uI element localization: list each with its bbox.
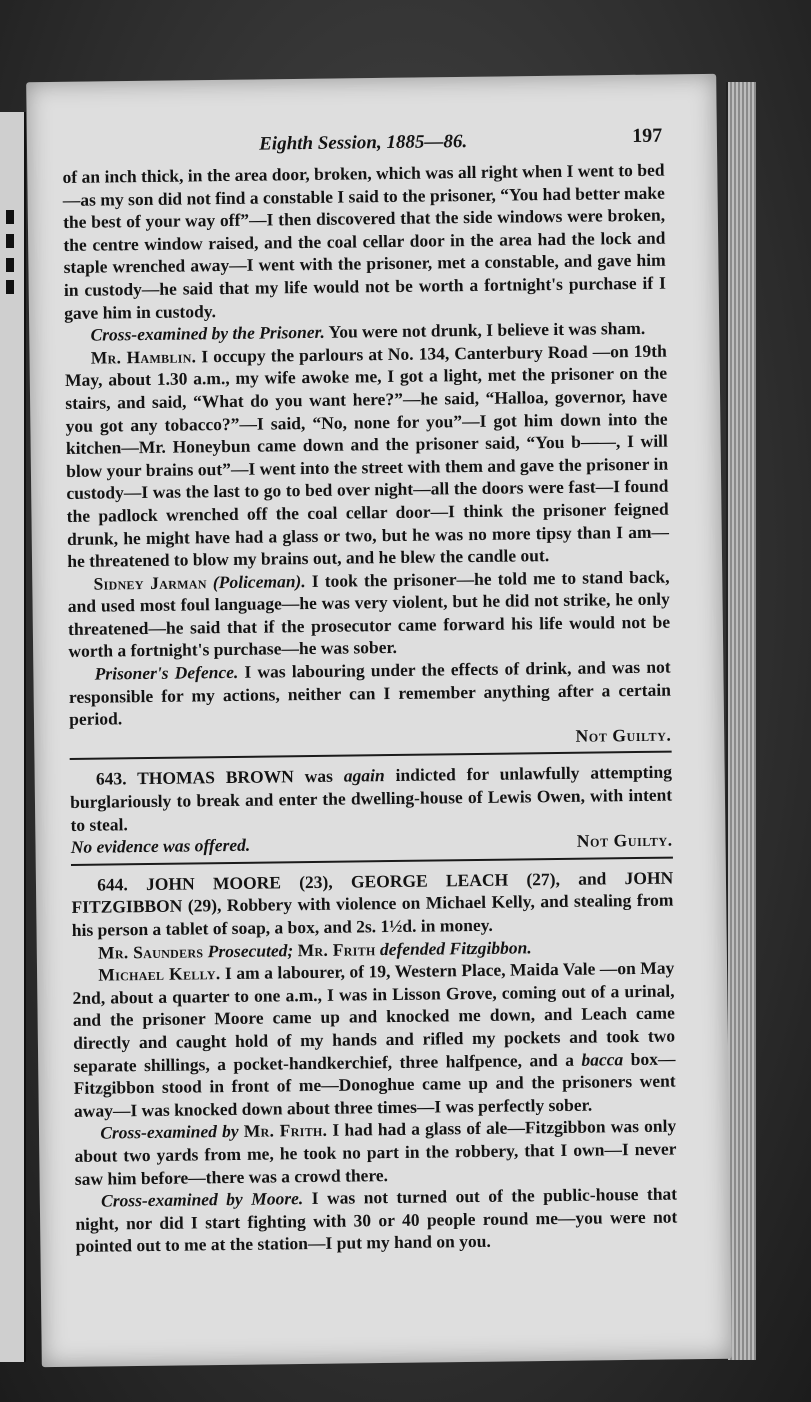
left-page-mark: [6, 258, 14, 272]
defence-label: Prisoner's Defence.: [94, 661, 239, 684]
verdict: Not Guilty.: [576, 829, 673, 851]
case-divider: [71, 856, 673, 865]
book-fore-edge: [726, 82, 756, 1360]
case-heading: 643. THOMAS BROWN was: [95, 766, 334, 790]
testimony-text: I am a labourer, of 19, Western Place, Maida Vale —on May 2nd, about a quarter to one a.m., I was in Lisson Grove, coming out of a urinal, and the prisoner Moore came up and knocked me down, and Leach came directly and caught hold of my hands and rifled my pockets and took two separate shillings, a pocket-handkerchief, three halfpence, and a: [72, 957, 676, 1076]
case-note: No evidence was offered.: [70, 834, 251, 858]
testimony-text-rest: box—Fitzgibbon stood in front of me—Donoghue came up and the prisoners went away—I was knocked down about three times—I was perfectly sober.: [73, 1048, 676, 1121]
defence-text: I was labouring under the effects of drink, and was not responsible for my actions, neither can I remember anything after a certain period.: [68, 656, 672, 730]
left-page-edge: [0, 112, 26, 1362]
testimony-text: I occupy the parlours at No. 134, Canterbury Road —on 19th May, about 1.30 a.m., my wife awoke me, I got a light, met the prisoner on the stairs, and said, “What do you want here?”—he said, “Halloa, governor, have you got any tobacco?”—I said, “No, none for you”—I got him down into the kitchen—Mr. Honeybun came down and the prisoner said, “You b——, I will blow your brains out”—I went into the street with them and gave the prisoner in custody—I was the last to go to bed over night—all the doors were fast—I found the padlock wrenched off the coal cellar door—I think the prisoner feigned drunk, he might have had a glass or two, but he was no more tipsy than I am—he threatened to blow my brains out, and he blew the candle out.: [64, 340, 670, 572]
page-number: 197: [631, 124, 663, 148]
witness-name: Michael Kelly.: [98, 963, 221, 985]
verdict: Not Guilty.: [575, 724, 672, 746]
left-page-mark: [6, 210, 14, 224]
case-divider: [70, 751, 672, 760]
session-title: Eighth Session, 1885—86.: [259, 131, 468, 155]
cross-text: I had had a glass of ale—Fitzgibbon was only about two yards from me, he took no part in the robbery, that I own—I never saw him before—there was a crowd there.: [74, 1115, 677, 1189]
case-643: [70, 761, 673, 836]
witness-name: Mr. Hamblin.: [90, 346, 197, 368]
cross-text: You were not drunk, I believe it was sham.: [328, 318, 646, 342]
page-text: [62, 123, 678, 1258]
cross-examination-frith: [74, 1115, 677, 1190]
cross-label: Cross-examined by Moore.: [100, 1188, 304, 1211]
testimony-hamblin: [65, 339, 670, 572]
counsel-name: Mr. Saunders: [97, 940, 204, 963]
case-heading-rest: indicted for unlawfully attempting burglariously to break and enter the dwelling-house of Lewis Owen, with intent to steal.: [70, 762, 673, 835]
running-header: [62, 123, 664, 164]
witness-role: (Policeman).: [212, 570, 306, 592]
left-page-mark: [6, 280, 14, 294]
testimony-bacca: bacca: [581, 1048, 624, 1070]
cross-label: Cross-examined by the Prisoner.: [90, 321, 325, 345]
cross-label: Cross-examined by: [100, 1121, 239, 1143]
case-644-heading: 644. JOHN MOORE (23), GEORGE LEACH (27), and JOHN FITZGIBBON (29), Robbery with violence on Michael Kelly, and stealing from his person a tablet of soap, a box, and 2s. 1½d. in money.: [71, 867, 674, 940]
witness-name: Sidney Jarman: [93, 571, 207, 594]
counsel-role: Prosecuted;: [207, 939, 294, 961]
testimony-jarman: [67, 565, 670, 663]
case-again: again: [343, 765, 385, 787]
left-page-mark: [6, 234, 14, 248]
paragraph-continuation: of an inch thick, in the area door, broken, which was all right when I went to bed—as my son did not find a constable I said to the prisoner, “You had better make the best of your way off”—I then discovered that the side windows were broken, the centre window raised, and the coal cellar door in the area had the lock and staple wrenched away—I went with the prisoner, met a constable, and gave him in custody—he said that my life would not be worth a fortnight's purchase if I gave him in custody.: [62, 159, 667, 323]
testimony-kelly: [72, 957, 676, 1122]
prisoner-defence: [69, 656, 672, 731]
counsel-name: Mr. Frith: [297, 938, 376, 960]
testimony-text: I took the prisoner—he told me to stand back, and used most foul language—he was very violent, but he did not strike, he only threatened—he said that if the prosecutor came forward his life would not be worth a fortnight's purchase—he was sober.: [67, 566, 671, 662]
cross-text: I was not turned out of the public-house that night, nor did I start fighting with 30 or 40 people round me—you were not pointed out to me at the station—I put my hand on you.: [75, 1183, 678, 1257]
cross-name: Mr. Frith.: [243, 1120, 328, 1142]
cross-examination-moore: [75, 1183, 678, 1258]
counsel-role: defended Fitzgibbon.: [379, 936, 532, 959]
